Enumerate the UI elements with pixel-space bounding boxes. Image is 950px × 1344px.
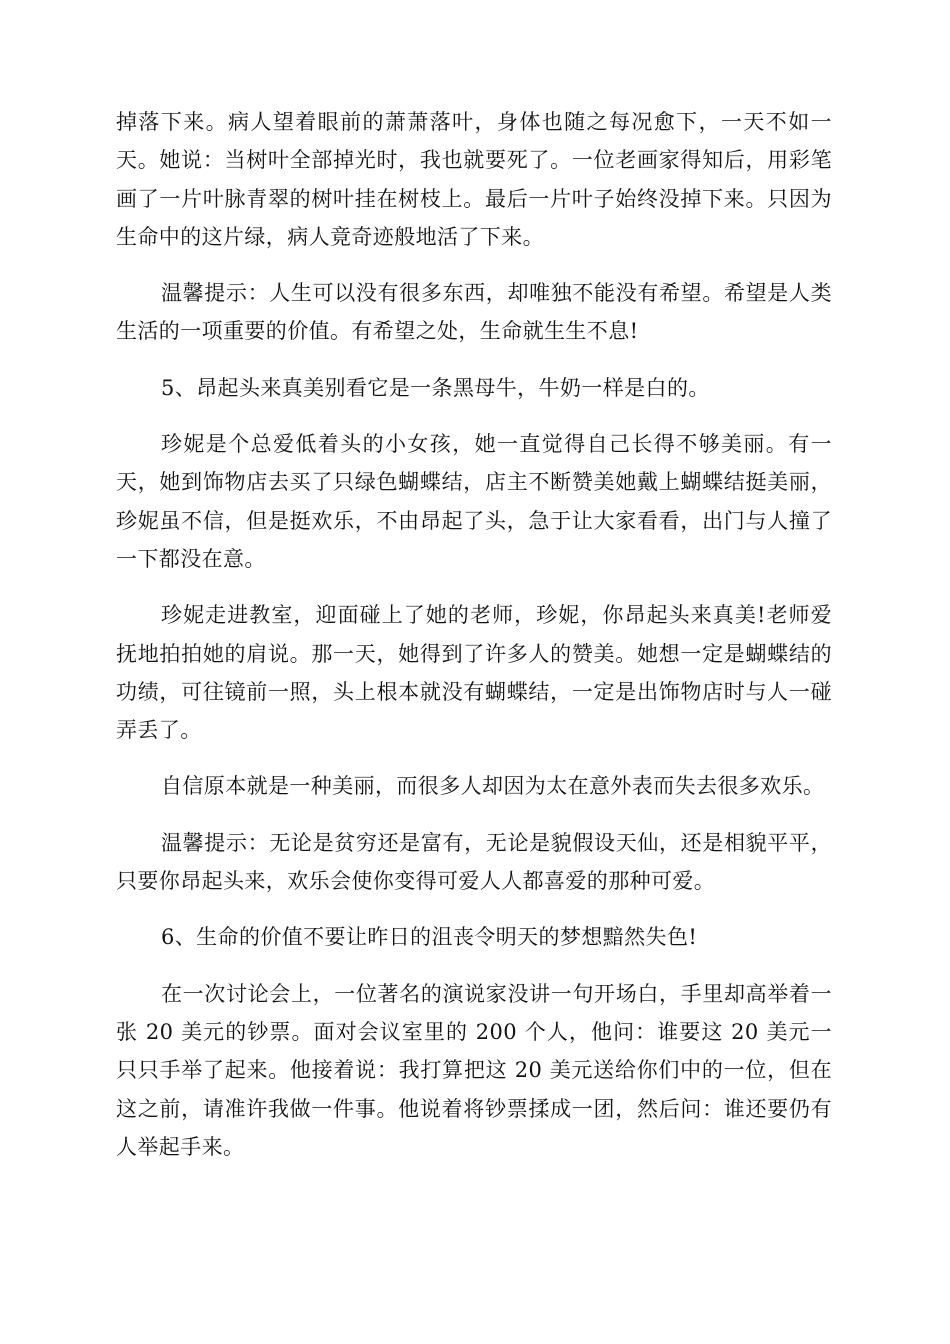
paragraph-confidence: 自信原本就是一种美丽，而很多人却因为太在意外表而失去很多欢乐。 [161,774,825,799]
section-heading-6: 6、生命的价值不要让昨日的沮丧令明天的梦想黯然失色! [161,925,698,950]
document-page [116,103,832,1184]
paragraph-jenny-classroom: 珍妮走进教室，迎面碰上了她的老师，珍妮，你昂起头来真美!老师爱抚地拍拍她的肩说。那一天，她得到了许多人的赞美。她想一定是蝴蝶结的功绩，可往镜前一照，头上根本就没有蝴蝶结，一定是出饰物店时与人一碰弄丢了。 [116,603,832,743]
paragraph-tip-hope: 温馨提示：人生可以没有很多东西，却唯独不能没有希望。希望是人类生活的一项重要的价值。有希望之处，生命就生生不息! [116,281,832,344]
paragraph-tip-confidence: 温馨提示：无论是贫穷还是富有，无论是貌假设天仙，还是相貌平平，只要你昂起头来，欢乐会使你变得可爱人人都喜爱的那种可爱。 [116,830,832,894]
paragraph-twenty-dollars: 在一次讨论会上，一位著名的演说家没讲一句开场白，手里却高举着一张 20 美元的钞票。面对会议室里的 200 个人，他问：谁要这 20 美元一只只手举了起来。他接着说：我打算把这 20 美元送给你们中的一位，但在这之前，请准许我做一件事。他说着将钞票揉成一团，然后问：谁还要仍有人举起手来。 [116,981,832,1159]
section-heading-5: 5、昂起头来真美别看它是一条黑母牛，牛奶一样是白的。 [161,375,710,400]
paragraph-story-continuation: 掉落下来。病人望着眼前的萧萧落叶，身体也随之每况愈下，一天不如一天。她说：当树叶全部掉光时，我也就要死了。一位老画家得知后，用彩笔画了一片叶脉青翠的树叶挂在树枝上。最后一片叶子始终没掉下来。只因为生命中的这片绿，病人竟奇迹般地活了下来。 [116,110,832,249]
paragraph-jenny-bow: 珍妮是个总爱低着头的小女孩，她一直觉得自己长得不够美丽。有一天，她到饰物店去买了只绿色蝴蝶结，店主不断赞美她戴上蝴蝶结挺美丽，珍妮虽不信，但是挺欢乐，不由昂起了头，急于让大家看看，出门与人撞了一下都没在意。 [116,432,832,571]
